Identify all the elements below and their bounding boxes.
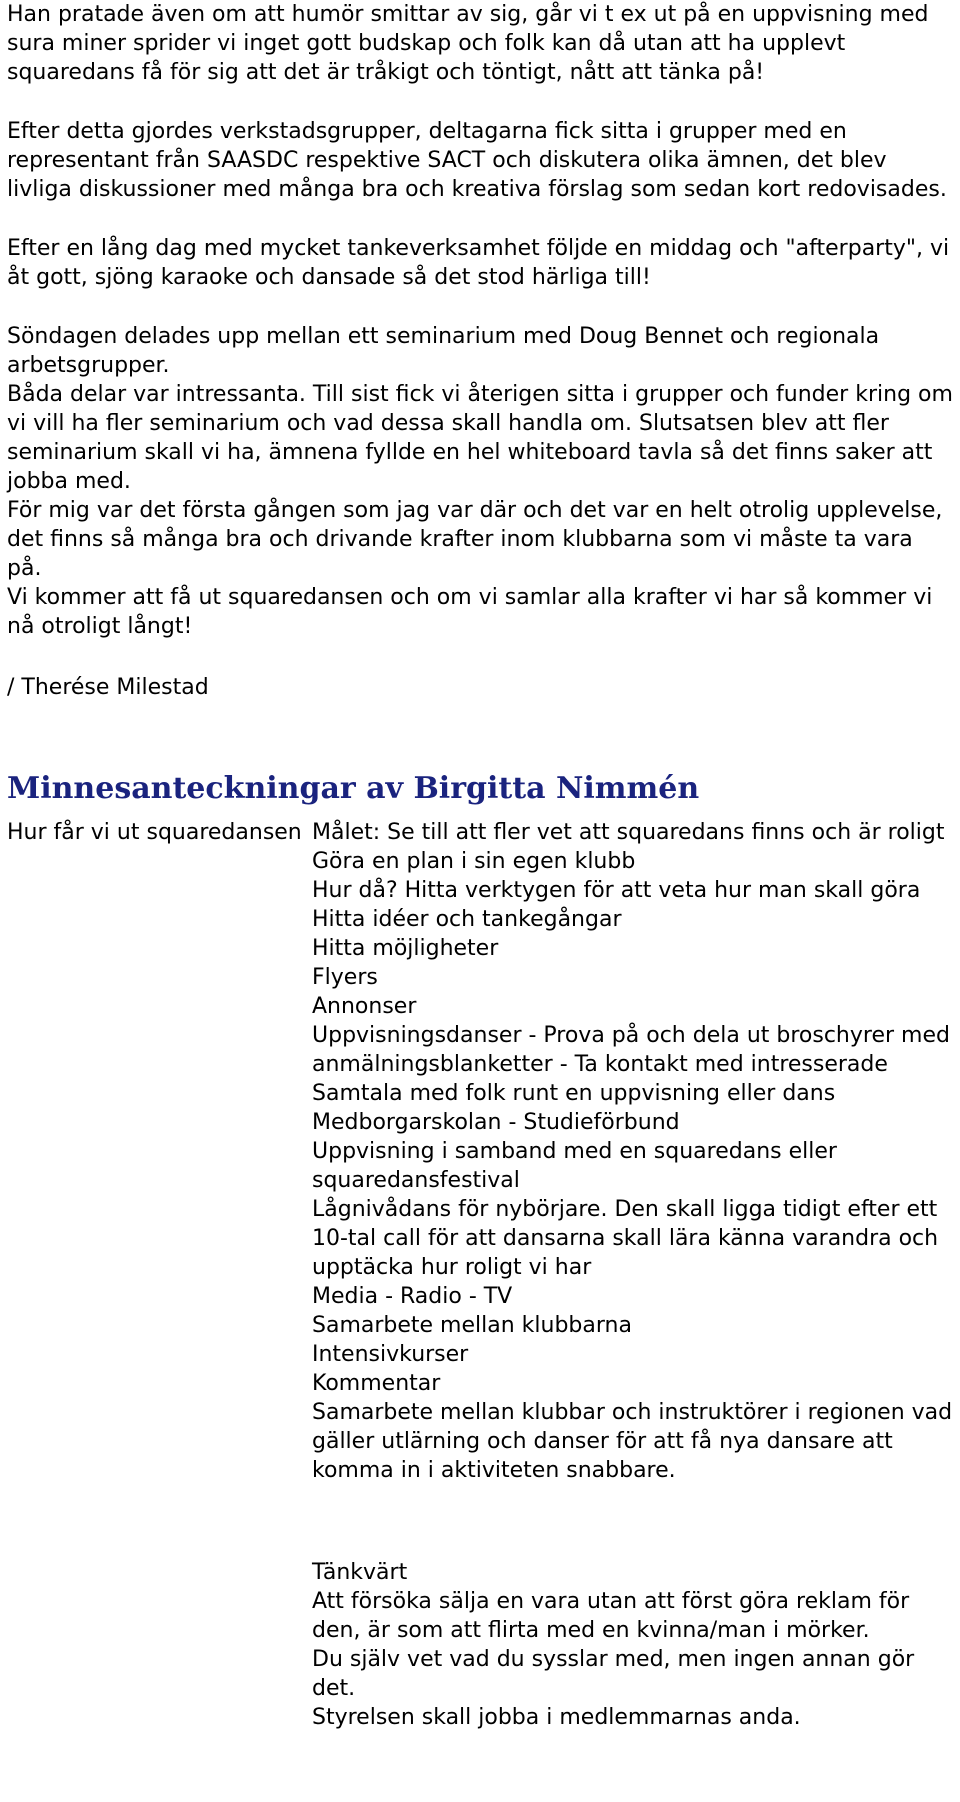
note-line: Annonser bbox=[312, 994, 417, 1019]
note-line: Att försöka sälja en vara utan att först göra reklam för den, är som att flirta med en kvinna/man i mörker. bbox=[312, 1589, 910, 1643]
note-line: Hitta idéer och tankegångar bbox=[312, 907, 622, 932]
note-line: Du själv vet vad du sysslar med, men ingen annan gör det. bbox=[312, 1647, 915, 1701]
note-line: Medborgarskolan - Studieförbund bbox=[312, 1110, 680, 1135]
note-line: Uppvisning i samband med en squaredans eller squaredansfestival bbox=[312, 1139, 837, 1193]
note-line: Media - Radio - TV bbox=[312, 1284, 513, 1309]
note-line: Målet: Se till att fler vet att squaredans finns och är roligt bbox=[312, 820, 945, 845]
note-line: Göra en plan i sin egen klubb bbox=[312, 849, 636, 874]
section-heading: Minnesanteckningar av Birgitta Nimmén bbox=[7, 771, 700, 806]
spacer bbox=[7, 292, 953, 322]
note-line: Hur då? Hitta verktygen för att veta hur man skall göra bbox=[312, 878, 921, 903]
note-line: Uppvisningsdanser - Prova på och dela ut broschyrer med anmälningsblanketter - Ta kontakt med intresserade bbox=[312, 1023, 950, 1077]
spacer bbox=[7, 87, 953, 117]
note-line: Samarbete mellan klubbar och instruktörer i regionen vad gäller utlärning och danser för att få nya dansare att komma in i aktiviteten snabbare. bbox=[312, 1400, 953, 1483]
note-line: Hitta möjligheter bbox=[312, 936, 499, 961]
note-line: Kommentar bbox=[312, 1371, 441, 1396]
note-line: Samtala med folk runt en uppvisning eller dans bbox=[312, 1081, 836, 1106]
spacer bbox=[7, 204, 953, 234]
paragraph-workshops: Efter detta gjordes verkstadsgrupper, deltagarna fick sitta i grupper med en representant från SAASDC respektive SACT och diskutera olika ämnen, det blev livliga diskussioner med många bra och kreativa förslag som sedan kort redovisades. bbox=[7, 119, 947, 202]
spacer bbox=[7, 641, 953, 673]
paragraph-humor: Han pratade även om att humör smittar av sig, går vi t ex ut på en uppvisning med sura miner sprider vi inget gott budskap och folk kan då utan att ha upplevt squaredans få för sig att det är tråkigt och töntigt, nått att tänka på! bbox=[7, 2, 929, 85]
notes-list bbox=[312, 818, 953, 1732]
note-line: Intensivkurser bbox=[312, 1342, 469, 1367]
paragraph-sunday: Söndagen delades upp mellan ett seminarium med Doug Bennet och regionala arbetsgrupper. Båda delar var intressanta. Till sist fick vi återigen sitta i grupper och funder kring om vi vill ha fler seminarium och vad dessa skall handla om. Slutsatsen blev att fler seminarium skall vi ha, ämnena fyllde en hel whiteboard tavla så det finns saker att jobba med. För mig var det första gången som jag var där och det var en helt otrolig upplevelse, det finns så många bra och drivande krafter inom klubbarna som vi måste ta vara på. Vi kommer att få ut squaredansen och om vi samlar alla krafter vi har så kommer vi nå otroligt långt! bbox=[7, 324, 953, 639]
note-line: Lågnivådans för nybörjare. Den skall ligga tidigt efter ett 10-tal call för att dansarna skall lära känna varandra och upptäcka hur roligt vi har bbox=[312, 1197, 939, 1280]
article-body bbox=[7, 0, 953, 1730]
note-line: Flyers bbox=[312, 965, 378, 990]
signature: / Therése Milestad bbox=[7, 675, 209, 700]
note-line: Tänkvärt bbox=[312, 1560, 408, 1585]
notes-topic: Hur får vi ut squaredansen bbox=[7, 820, 302, 845]
note-spacer bbox=[312, 1507, 953, 1536]
note-line: Samarbete mellan klubbarna bbox=[312, 1313, 632, 1338]
note-line: Styrelsen skall jobba i medlemmarnas anda. bbox=[312, 1705, 801, 1730]
paragraph-afterparty: Efter en lång dag med mycket tankeverksamhet följde en middag och "afterparty", vi åt gott, sjöng karaoke och dansade så det stod härliga till! bbox=[7, 236, 950, 290]
